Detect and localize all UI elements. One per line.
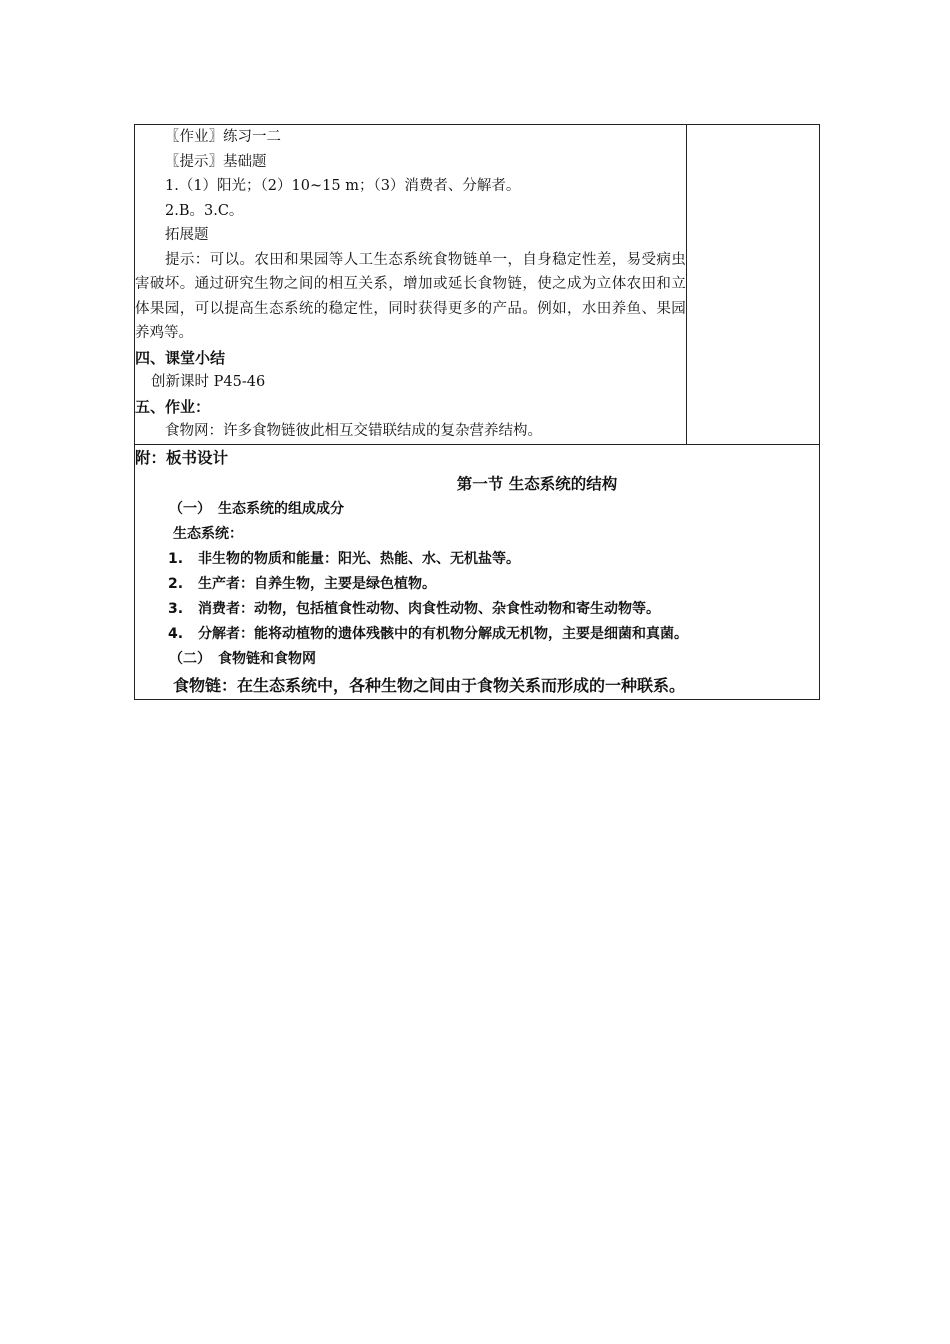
item-text: 非生物的物质和能量：阳光、热能、水、无机盐等。 xyxy=(198,550,520,567)
eco-label: 生态系统： xyxy=(173,525,243,542)
extension-heading: 拓展题 xyxy=(165,227,209,243)
board-title: 第一节 生态系统的结构 xyxy=(456,474,618,493)
board-design-cell xyxy=(135,444,820,699)
lesson-row xyxy=(135,125,820,445)
section4-text: 创新课时 P45-46 xyxy=(151,374,266,390)
food-chain-definition: 食物链：在生态系统中，各种生物之间由于食物关系而形成的一种联系。 xyxy=(173,675,686,695)
lesson-content-cell xyxy=(135,125,687,445)
section5-text: 食物网：许多食物链彼此相互交错联结成的复杂营养结构。 xyxy=(165,423,542,439)
board-item xyxy=(135,572,819,597)
item-number: 1. xyxy=(168,550,184,567)
board-item xyxy=(135,597,819,622)
board-item xyxy=(135,547,819,572)
section5-heading: 五、作业： xyxy=(135,397,211,416)
lesson-table xyxy=(134,124,820,700)
document-page xyxy=(134,124,820,700)
answer-1: 1.（1）阳光；（2）10~15 m；（3）消费者、分解者。 xyxy=(165,178,521,194)
board-part2: （二） 食物链和食物网 xyxy=(169,650,316,667)
item-text: 消费者：动物，包括植食性动物、肉食性动物、杂食性动物和寄生动物等。 xyxy=(198,600,660,617)
item-number: 2. xyxy=(168,575,184,592)
board-part1: （一） 生态系统的组成成分 xyxy=(169,500,344,517)
item-number: 3. xyxy=(168,600,184,617)
board-item xyxy=(135,622,819,647)
item-text: 生产者：自养生物，主要是绿色植物。 xyxy=(198,575,436,592)
item-text: 分解者：能将动植物的遗体残骸中的有机物分解成无机物，主要是细菌和真菌。 xyxy=(198,625,688,642)
notes-cell xyxy=(686,125,819,445)
item-number: 4. xyxy=(168,625,184,642)
hint-heading: 〖提示〗基础题 xyxy=(165,153,267,170)
board-heading: 附：板书设计 xyxy=(135,448,229,467)
answer-2: 2.B。3.C。 xyxy=(165,202,244,219)
section4-heading: 四、课堂小结 xyxy=(135,348,226,367)
homework-heading: 〖作业〗练习一二 xyxy=(165,129,281,145)
board-row xyxy=(135,444,820,699)
extension-text: 提示：可以。农田和果园等人工生态系统食物链单一，自身稳定性差，易受病虫害破坏。通过研究生物之间的相互关系，增加或延长食物链，使之成为立体农田和立体果园，可以提高生态系统的稳定性，同时获得更多的产品。例如，水田养鱼、果园养鸡等。 xyxy=(135,251,686,341)
